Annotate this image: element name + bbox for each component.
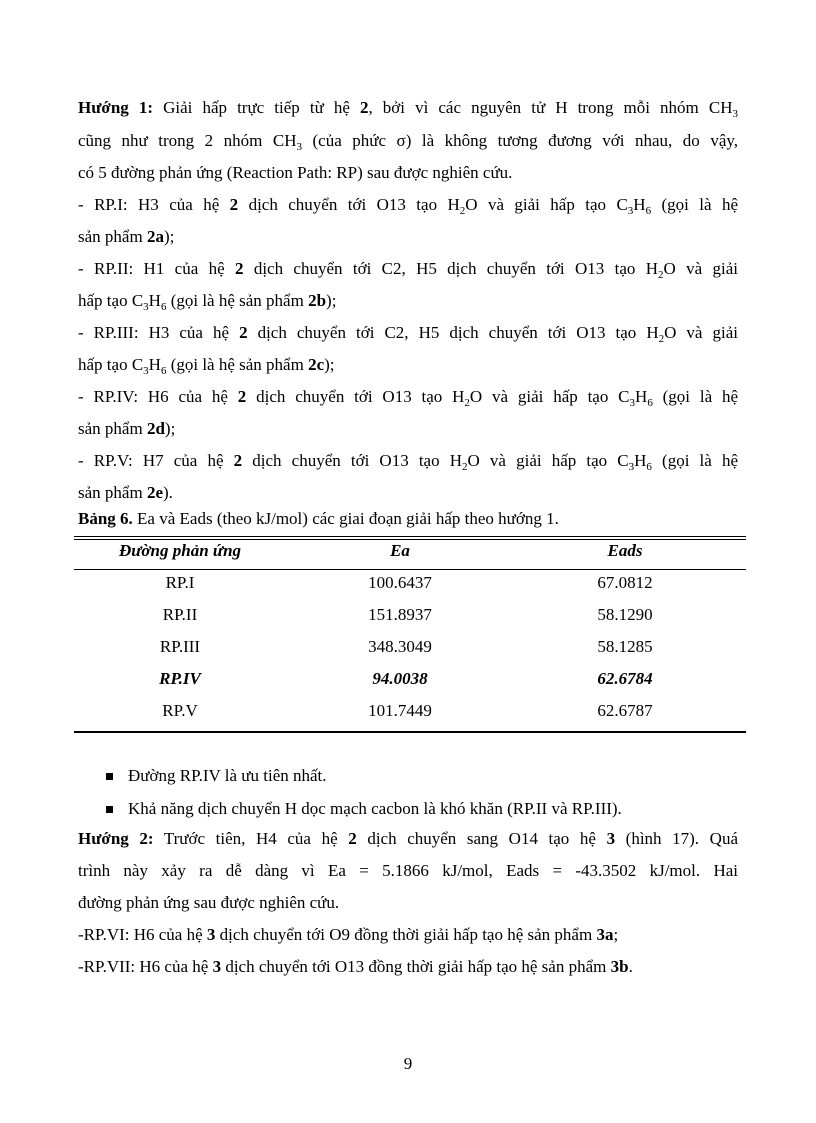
table-cell-ea: 101.7449 [368, 701, 432, 720]
para2-line2: trình này xảy ra dễ dàng vì Ea = 5.1866 kJ/mol, Eads = -43.3502 kJ/mol. Hai [78, 861, 738, 880]
rp4-line2: sản phẩm 2d); [78, 419, 176, 438]
table-cell-ea: 94.0038 [372, 669, 428, 688]
table-cell-path: RP.II [162, 605, 198, 624]
table-header-eads: Eads [607, 541, 643, 560]
table-header-rule [74, 569, 746, 570]
page-number: 9 [403, 1054, 413, 1073]
rp3-line1: - RP.III: H3 của hệ 2 dịch chuyển tới C2, H5 dịch chuyển tới O13 tạo $H_2O$ và giải [78, 323, 738, 345]
table-cell-eads: 58.1290 [597, 605, 653, 624]
table-caption: Bảng 6. Ea và Eads (theo kJ/mol) các giai đoạn giải hấp theo hướng 1. [78, 509, 559, 528]
rp2-line2: hấp tạo $C_3H_6$ (gọi là hệ sản phẩm 2b); [78, 291, 337, 313]
table-top-rule [74, 536, 746, 537]
table-cell-eads: 62.6787 [597, 701, 653, 720]
rp1-line1: - RP.I: H3 của hệ 2 dịch chuyển tới O13 tạo $H_2O$ và giải hấp tạo $C_3H_6$ (gọi là hệ [78, 195, 739, 217]
bullet-item: Đường RP.IV là ưu tiên nhất. [128, 766, 327, 785]
bullet-marker [106, 773, 113, 780]
rp2-line1: - RP.II: H1 của hệ 2 dịch chuyển tới C2, H5 dịch chuyển tới O13 tạo $H_2O$ và giải [78, 259, 738, 281]
rp5-line2: sản phẩm 2e). [78, 483, 173, 502]
rp3-line2: hấp tạo $C_3H_6$ (gọi là hệ sản phẩm 2c); [78, 355, 335, 377]
para1-line3: có 5 đường phản ứng (Reaction Path: RP) sau được nghiên cứu. [78, 163, 513, 182]
table-cell-eads: 58.1285 [597, 637, 653, 656]
table-bottom-rule [74, 731, 746, 733]
table-header-path: Đường phản ứng [118, 541, 242, 560]
table-cell-eads: 67.0812 [597, 573, 653, 592]
table-cell-eads: 62.6784 [597, 669, 653, 688]
table-header-ea: Ea [390, 541, 410, 560]
table-cell-path: RP.III [159, 637, 201, 656]
table-cell-path: RP.V [162, 701, 198, 720]
para2-line3: đường phản ứng sau được nghiên cứu. [78, 893, 340, 912]
rp4-line1: - RP.IV: H6 của hệ 2 dịch chuyển tới O13 tạo $H_2O$ và giải hấp tạo $C_3H_6$ (gọi là hệ [78, 387, 739, 409]
table-cell-ea: 348.3049 [368, 637, 432, 656]
bullet-item: Khả năng dịch chuyển H dọc mạch cacbon là khó khăn (RP.II và RP.III). [128, 799, 622, 818]
table-cell-path: RP.I [165, 573, 195, 592]
para1-line2: cũng như trong 2 nhóm $CH_3$ (của phức σ) là không tương đương với nhau, do vậy, [78, 131, 739, 153]
rp1-line2: sản phẩm 2a); [78, 227, 175, 246]
rp7-line: -RP.VII: H6 của hệ 3 dịch chuyển tới O13 đồng thời giải hấp tạo hệ sản phẩm 3b. [78, 957, 633, 976]
rp5-line1: - RP.V: H7 của hệ 2 dịch chuyển tới O13 tạo $H_2O$ và giải hấp tạo $C_3H_6$ (gọi là hệ [78, 451, 738, 473]
rp6-line: -RP.VI: H6 của hệ 3 dịch chuyển tới O9 đồng thời giải hấp tạo hệ sản phẩm 3a; [78, 925, 619, 944]
bullet-marker [106, 806, 113, 813]
table-cell-ea: 100.6437 [368, 573, 432, 592]
para1-line1: Hướng 1: Giải hấp trực tiếp từ hệ 2, bởi vì các nguyên tử H trong mỗi nhóm $CH_3$ [78, 98, 738, 120]
para2-line1: Hướng 2: Trước tiên, H4 của hệ 2 dịch chuyển sang O14 tạo hệ 3 (hình 17). Quá [78, 829, 738, 848]
table-cell-path: RP.IV [159, 669, 201, 688]
table-top-rule-2 [74, 539, 746, 540]
table-cell-ea: 151.8937 [368, 605, 432, 624]
